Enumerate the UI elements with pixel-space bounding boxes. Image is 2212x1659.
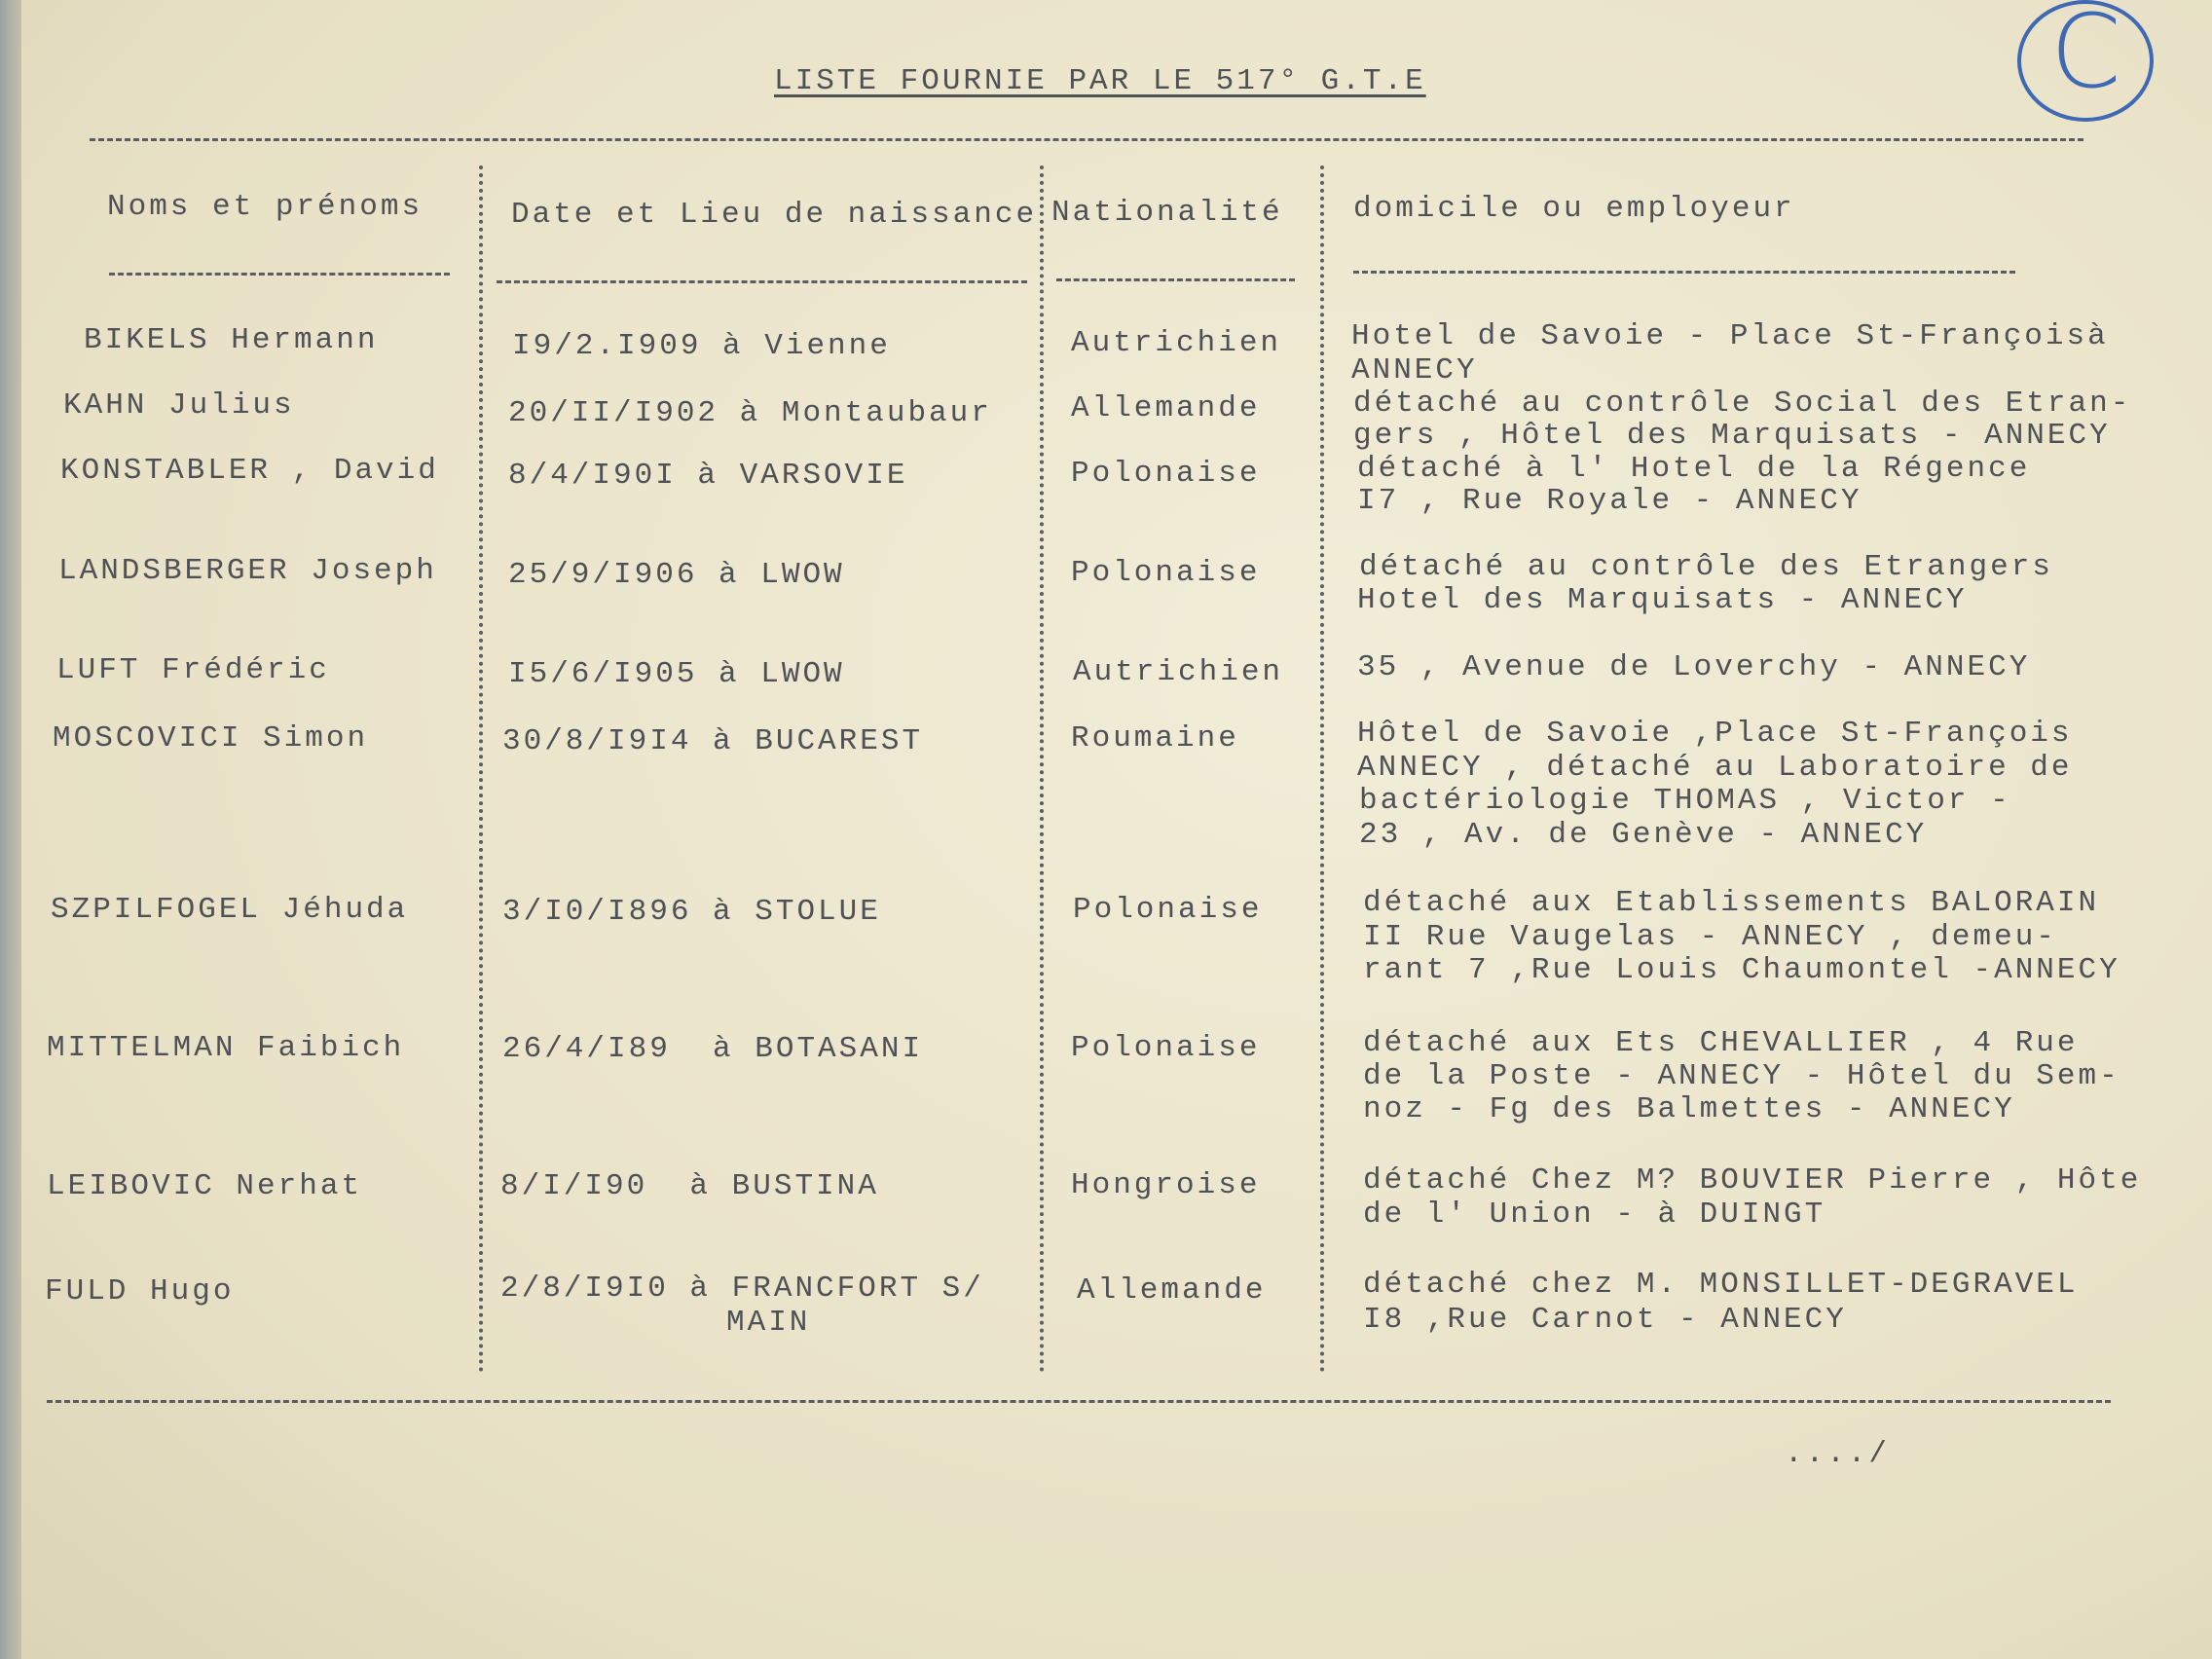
row-4-nationality: Polonaise bbox=[1071, 556, 1261, 590]
row-10-nationality: Allemande bbox=[1077, 1273, 1267, 1308]
header-underline-address bbox=[1353, 271, 2015, 274]
row-3-name: KONSTABLER , David bbox=[60, 454, 439, 488]
row-3-address-line-1: détaché à l' Hotel de la Régence bbox=[1357, 452, 2031, 486]
row-7-birth: 3/I0/I896 à STOLUE bbox=[502, 895, 881, 929]
row-5-birth: I5/6/I905 à LWOW bbox=[508, 657, 845, 691]
row-3-nationality: Polonaise bbox=[1071, 457, 1261, 491]
row-1-nationality: Autrichien bbox=[1071, 326, 1282, 360]
row-5-nationality: Autrichien bbox=[1073, 655, 1284, 689]
circled-mark-letter: C bbox=[2050, 0, 2121, 111]
row-8-address-line-3: noz - Fg des Balmettes - ANNECY bbox=[1363, 1092, 2015, 1126]
row-1-name: BIKELS Hermann bbox=[84, 323, 379, 357]
row-8-address-line-1: détaché aux Ets CHEVALLIER , 4 Rue bbox=[1363, 1026, 2079, 1060]
row-6-address-line-2: ANNECY , détaché au Laboratoire de bbox=[1357, 751, 2073, 785]
row-7-address-line-2: II Rue Vaugelas - ANNECY , demeu- bbox=[1363, 920, 2057, 954]
row-4-name: LANDSBERGER Joseph bbox=[58, 554, 437, 588]
row-8-name: MITTELMAN Faibich bbox=[47, 1031, 405, 1065]
row-10-address-line-2: I8 ,Rue Carnot - ANNECY bbox=[1363, 1303, 1847, 1337]
bottom-rule bbox=[47, 1400, 2111, 1403]
row-5-name: LUFT Frédéric bbox=[56, 653, 330, 687]
row-1-birth: I9/2.I909 à Vienne bbox=[512, 329, 891, 363]
row-3-address-line-2: I7 , Rue Royale - ANNECY bbox=[1357, 484, 1862, 518]
row-4-birth: 25/9/I906 à LWOW bbox=[508, 558, 845, 592]
row-9-nationality: Hongroise bbox=[1071, 1168, 1261, 1202]
row-5-address-line-1: 35 , Avenue de Loverchy - ANNECY bbox=[1357, 650, 2031, 684]
header-nationality: Nationalité bbox=[1051, 196, 1283, 230]
row-7-address-line-1: détaché aux Etablissements BALORAIN bbox=[1363, 886, 2100, 920]
header-birth: Date et Lieu de naissance bbox=[511, 198, 1038, 232]
row-6-nationality: Roumaine bbox=[1071, 721, 1239, 756]
row-8-nationality: Polonaise bbox=[1071, 1031, 1261, 1065]
row-7-nationality: Polonaise bbox=[1073, 893, 1263, 927]
row-10-address-line-1: détaché chez M. MONSILLET-DEGRAVEL bbox=[1363, 1268, 2079, 1302]
row-2-address-line-2: gers , Hôtel des Marquisats - ANNECY bbox=[1353, 419, 2111, 453]
row-8-birth: 26/4/I89 à BOTASANI bbox=[502, 1032, 924, 1066]
row-6-address-line-1: Hôtel de Savoie ,Place St-François bbox=[1357, 717, 2073, 751]
column-separator-3 bbox=[1320, 166, 1324, 1373]
top-rule bbox=[90, 138, 2083, 141]
row-2-address-line-1: détaché au contrôle Social des Etran- bbox=[1353, 387, 2132, 421]
row-9-address-line-1: détaché Chez M? BOUVIER Pierre , Hôte bbox=[1363, 1163, 2142, 1198]
row-10-name: FULD Hugo bbox=[45, 1274, 235, 1309]
row-1-address-line-1: Hotel de Savoie - Place St-Françoisà bbox=[1351, 319, 2109, 353]
row-9-birth: 8/I/I90 à BUSTINA bbox=[500, 1169, 879, 1203]
row-6-name: MOSCOVICI Simon bbox=[53, 721, 369, 756]
row-4-address-line-2: Hotel des Marquisats - ANNECY bbox=[1357, 583, 1968, 617]
row-9-address-line-2: de l' Union - à DUINGT bbox=[1363, 1198, 1826, 1232]
row-10-birth-line-2: MAIN bbox=[726, 1306, 811, 1340]
row-2-nationality: Allemande bbox=[1071, 391, 1261, 425]
row-7-name: SZPILFOGEL Jéhuda bbox=[51, 893, 409, 927]
header-underline-name bbox=[109, 273, 450, 276]
row-6-address-line-3: bactériologie THOMAS , Victor - bbox=[1359, 784, 2011, 818]
row-2-birth: 20/II/I902 à Montaubaur bbox=[508, 396, 992, 430]
row-7-address-line-3: rant 7 ,Rue Louis Chaumontel -ANNECY bbox=[1363, 953, 2120, 987]
row-6-address-line-4: 23 , Av. de Genève - ANNECY bbox=[1359, 818, 1928, 852]
header-underline-nationality bbox=[1056, 278, 1295, 281]
row-1-address-line-2: ANNECY bbox=[1351, 353, 1478, 387]
row-10-birth-line-1: 2/8/I9I0 à FRANCFORT S/ bbox=[500, 1272, 984, 1306]
row-2-name: KAHN Julius bbox=[63, 388, 295, 423]
continuation-mark: ..../ bbox=[1785, 1437, 1891, 1471]
column-separator-2 bbox=[1040, 166, 1044, 1373]
column-separator-1 bbox=[479, 166, 483, 1373]
header-underline-birth bbox=[497, 280, 1027, 283]
row-6-birth: 30/8/I9I4 à BUCAREST bbox=[502, 724, 924, 758]
row-4-address-line-1: détaché au contrôle des Etrangers bbox=[1359, 550, 2053, 584]
document-title: LISTE FOURNIE PAR LE 517° G.T.E bbox=[774, 64, 1426, 98]
row-9-name: LEIBOVIC Nerhat bbox=[47, 1169, 363, 1203]
header-address: domicile ou employeur bbox=[1353, 192, 1795, 226]
header-name: Noms et prénoms bbox=[107, 190, 424, 224]
row-8-address-line-2: de la Poste - ANNECY - Hôtel du Sem- bbox=[1363, 1059, 2120, 1093]
page-shadow bbox=[0, 0, 21, 1659]
row-3-birth: 8/4/I90I à VARSOVIE bbox=[508, 459, 908, 493]
